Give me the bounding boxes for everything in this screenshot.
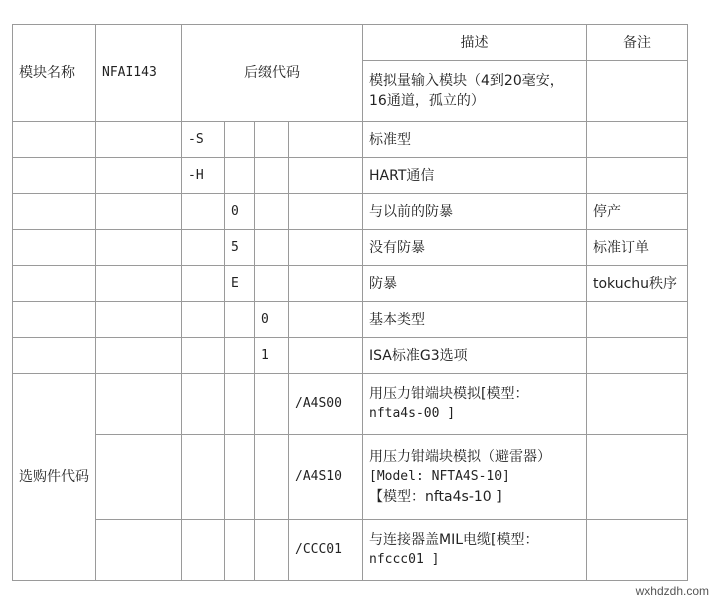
row-note [587,158,688,194]
description-header: 描述 [363,25,587,61]
row-description: 没有防暴 [363,230,587,266]
model-number: NFAI143 [96,25,182,122]
option-code: /CCC01 [289,520,363,581]
suffix-code: 0 [225,194,255,230]
module-name-label: 模块名称 [13,25,96,122]
row-note [587,302,688,338]
row-note: 标准订单 [587,230,688,266]
suffix-code: -H [182,158,225,194]
row-description: 基本类型 [363,302,587,338]
row-note [587,122,688,158]
row-description: 与以前的防暴 [363,194,587,230]
option-note [587,520,688,581]
row-note [587,338,688,374]
row-description: 标准型 [363,122,587,158]
suffix-code: 5 [225,230,255,266]
model-description: 模拟量输入模块（4到20毫安，16通道，孤立的） [363,61,587,122]
option-description: 用压力钳端块模拟[模型： nfta4s-00 ] [363,374,587,435]
watermark: wxhdzdh.com [635,584,709,598]
row-description: ISA标准G3选项 [363,338,587,374]
model-note [587,61,688,122]
options-label: 选购件代码 [13,374,96,581]
suffix-code-label: 后缀代码 [182,25,363,122]
row-note: 停产 [587,194,688,230]
suffix-code: -S [182,122,225,158]
row-description: HART通信 [363,158,587,194]
suffix-code: 1 [255,338,289,374]
row-note: tokuchu秩序 [587,266,688,302]
suffix-code: 0 [255,302,289,338]
option-description: 用压力钳端块模拟（避雷器） [Model: NFTA4S-10] 【模型：nfta4s-10 ] [363,435,587,520]
note-header: 备注 [587,25,688,61]
option-code: /A4S10 [289,435,363,520]
option-note [587,435,688,520]
option-description: 与连接器盖MIL电缆[模型： nfccc01 ] [363,520,587,581]
option-note [587,374,688,435]
row-description: 防暴 [363,266,587,302]
suffix-code: E [225,266,255,302]
option-code: /A4S00 [289,374,363,435]
spec-table [12,24,688,581]
